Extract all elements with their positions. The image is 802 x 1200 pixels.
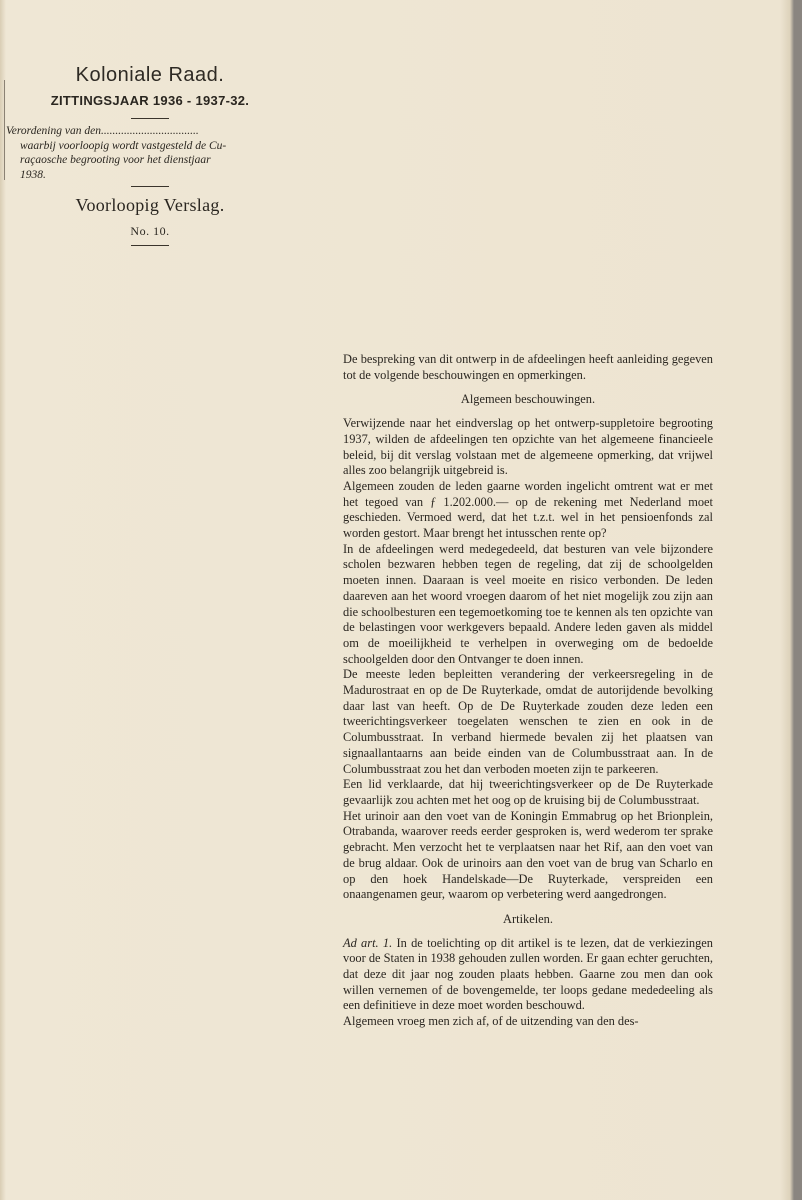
regulation-line: raçaosche begrooting voor het dienstjaar	[20, 154, 211, 166]
body-paragraph: Verwijzende naar het eindverslag op het ontwerp-suppletoire begrooting 1937, wilden de afdeelingen ten opzichte van het algemeene financieele beleid, bij dit verslag volstaan met de algemeene opmerking, dat vrijwel alles zoo belangrijk uitgebreid is.	[343, 416, 713, 478]
report-number: No. 10.	[130, 224, 170, 238]
articles-heading: Artikelen.	[503, 911, 553, 926]
session-year: ZITTINGSJAAR 1936 - 1937-32.	[50, 93, 250, 108]
report-block	[0, 186, 300, 246]
divider	[131, 245, 169, 246]
body-paragraph: In de afdeelingen werd medegedeeld, dat besturen van vele bijzondere scholen bezwaren hebben tegen de regeling, dat zij de schoolgelden moeten innen. Daaraan is veel moeite en risico verbonden. De leden daareven aan het woord vroegen daarom of het niet mogelijk zou zijn aan die schoolbesturen een tegemoetkoming toe te kennen als ten opzichte van de belastingen voor werkgevers bepaald. Andere leden gaven als middel om de moeilijkheid te verhelpen in overweging om de bedoelde schoolgelden door den Ontvanger te doen innen.	[343, 541, 713, 666]
regulation-line: Verordening van den..................................	[6, 125, 199, 137]
body-paragraph: De meeste leden bepleitten verandering der verkeersregeling in de Madurostraat en op de De Ruyterkade, omdat de autorijdende bevolking daar last van heeft. Op de De Ruyterkade zouden deze leden een tweerichtingsverkeer toegelaten wenschen te zien en ook in de Columbusstraat. In verband hiermede bevalen zij het plaatsen van signaallantaarns aan beide einden van de Columbusstraat aan. In de Columbusstraat zou het dan verboden moeten zijn te parkeeren.	[343, 667, 713, 776]
report-body	[343, 352, 713, 1030]
body-paragraph: Een lid verklaarde, dat hij tweerichtingsverkeer op de De Ruyterkade gevaarlijk zou achten met het oog op de kruising bij de Columbusstraat.	[343, 777, 713, 807]
regulation-line: 1938.	[20, 168, 46, 181]
document-header	[0, 64, 300, 119]
general-heading: Algemeen beschouwingen.	[460, 392, 596, 407]
divider	[131, 118, 169, 119]
body-paragraph: Algemeen zouden de leden gaarne worden ingelicht omtrent wat er met het tegoed van ƒ 1.202.000.— op de rekening met Nederland moet geschieden. Vermoed werd, dat het t.z.t. wel in het pensioenfonds zal worden gestort. Maar brengt het intusschen rente op?	[343, 478, 713, 541]
article-text: In de toelichting op dit artikel is te lezen, dat de verkiezingen voor de Staten in 1938 gehouden zullen worden. Er gaan echter geruchten, dat deze dit jaar nog zouden plaats hebben. Gaarne zou men dan ook willen vernemen of de bovengemelde, ter loops gedane mededeeling als een definitieve in deze moet worden beschouwd.	[343, 935, 713, 1013]
report-title: Voorloopig Verslag.	[75, 195, 225, 215]
article-label: Ad art. 1.	[343, 935, 393, 950]
body-paragraph: Algemeen vroeg men zich af, of de uitzending van den des-	[343, 1014, 639, 1029]
council-title: Koloniale Raad.	[75, 64, 225, 86]
article-paragraph	[343, 936, 713, 1015]
regulation-description	[6, 124, 286, 182]
body-paragraph: Het urinoir aan den voet van de Koningin Emmabrug op het Brionplein, Otrabanda, waarover reeds eerder gesproken is, werd wederom ter sprake gebracht. Men verzocht het te verplaatsen naar het Rif, aan den voet van de brug aldaar. Ook de urinoirs aan den voet van de brug van Scharlo en op den hoek Handelskade—De Ruyterkade, verspreiden een onaangenamen geur, waarom op verbetering werd aangedrongen.	[343, 808, 713, 902]
divider	[131, 186, 169, 187]
intro-paragraph: De bespreking van dit ontwerp in de afdeelingen heeft aanleiding gegeven tot de volgende beschouwingen en opmerkingen.	[343, 352, 713, 382]
regulation-line: waarbij voorloopig wordt vastgesteld de Cu-	[20, 139, 227, 152]
